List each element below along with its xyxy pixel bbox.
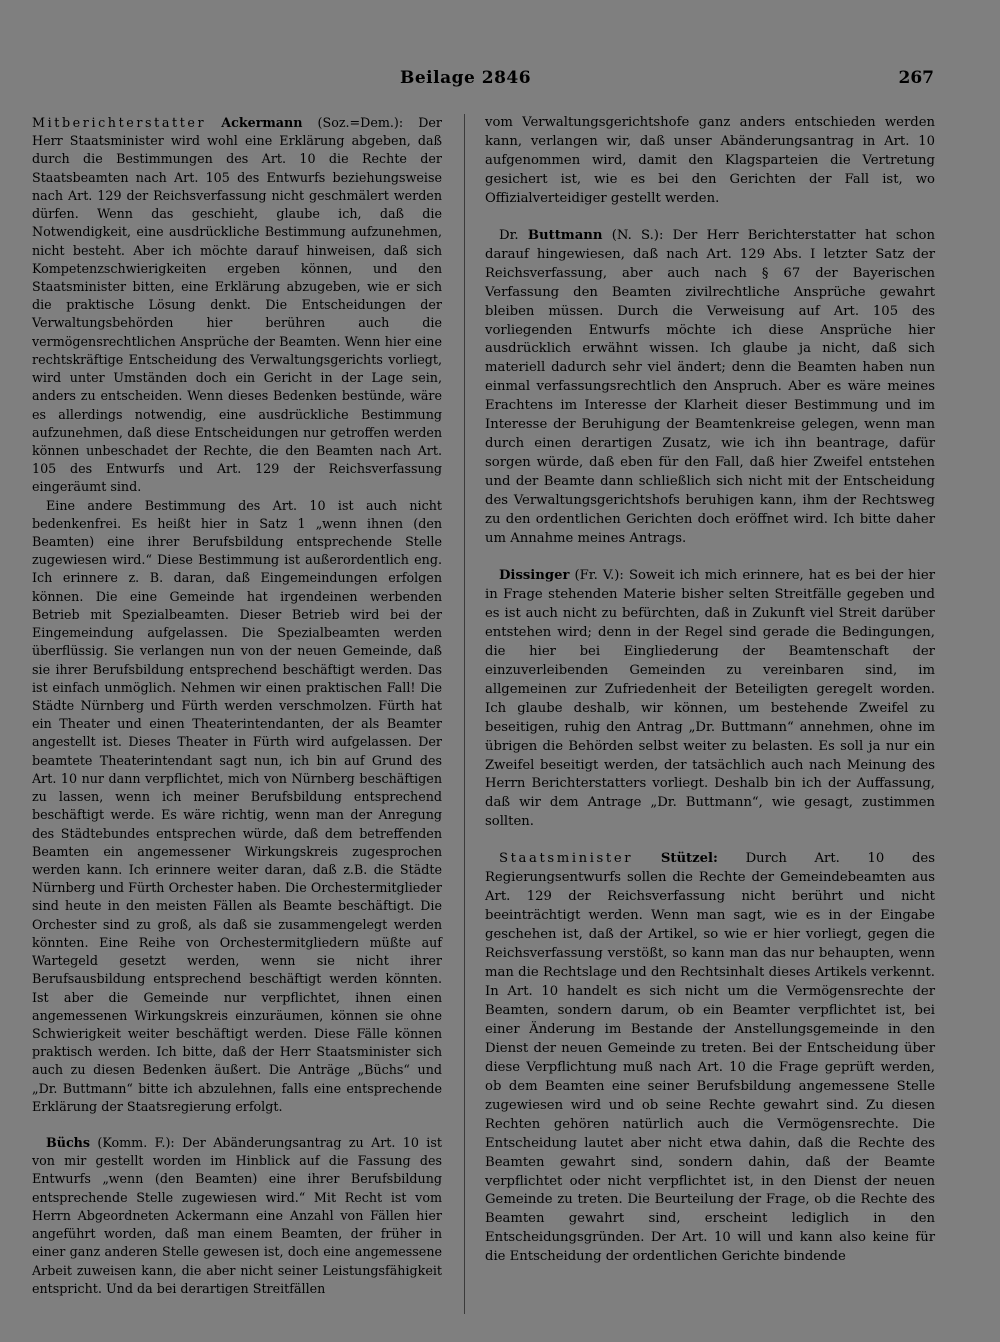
- paragraph-stuetzel: [485, 850, 935, 1267]
- speaker-prefix: Dr.: [499, 227, 519, 243]
- page-title: Beilage 2846: [400, 68, 532, 88]
- speaker-name: Büchs: [46, 1135, 91, 1151]
- speaker-party: (Soz.=Dem.):: [317, 115, 404, 130]
- paragraph-text: Eine andere Bestimmung des Art. 10 ist auch nicht bedenkenfrei. Es heißt hier in Satz 1 „wenn ihnen (den Beamten) eine ihrer Berufsbildung entsprechende Stelle zugewiesen wird.“ Diese Bestimmung ist außerordentlich eng. Ich erinnere z. B. daran, daß Eingemeindungen erfolgen können. Die eine Gemeinde hat irgendeinen werbenden Betrieb mit Spezialbeamten. Dieser Betrieb wird bei der Eingemeindung aufgelassen. Die Spezialbeamten werden überflüssig. Sie verlangen nun von der neuen Gemeinde, daß sie ihrer Berufsbildung entsprechend beschäftigt werden. Das ist einfach unmöglich. Nehmen wir einen praktischen Fall! Die Städte Nürnberg und Fürth werden verschmolzen. Fürth hat ein Theater und einen Theaterintendanten, der als Beamter angestellt ist. Dieses Theater in Fürth wird aufgelassen. Der beamtete Theaterintendant sagt nun, ich bin auf Grund des Art. 10 nur dann verpflichtet, mich von Nürnberg beschäftigen zu lassen, wenn ich meiner Berufsbildung entsprechend beschäftigt werde. Es wäre richtig, wenn man der Anregung des Städtebundes entsprechen würde, daß dem betreffenden Beamten ein angemessener Wirkungskreis zugesprochen werden kann. Ich erinnere weiter daran, daß z.B. die Städte Nürnberg und Fürth Orchester haben. Die Orchestermitglieder sind heute in den meisten Fällen als Beamte beschäftigt. Die Orchester sind zu groß, als daß sie zusammengelegt werden könnten. Eine Reihe von Orchestermitgliedern müßte auf Wartegeld gesetzt werden, wenn sie nicht ihrer Berufsausbildung entsprechend beschäftigt werden könnten. Ist aber die Gemeinde nur verpflichtet, ihnen einen angemessenen Wirkungskreis einzuräumen, können sie ohne Schwierigkeit weiter beschäftigt werden. Diese Fälle können praktisch werden. Ich bitte, daß der Herr Staatsminister sich auch zu diesen Bedenken äußert. Die Anträge „Büchs“ und „Dr. Buttmann“ bitte ich abzulehnen, falls eine entsprechende Erklärung der Staatsregierung erfolgt.: [32, 497, 442, 1114]
- speaker-role: Staatsminister: [499, 851, 634, 867]
- column-divider: [464, 114, 465, 1314]
- speaker-name: Buttmann: [527, 227, 603, 243]
- paragraph-text: Der Abänderungsantrag zu Art. 10 ist von mir gestellt worden im Hinblick auf die Fassung des Entwurfs „wenn (den Beamten) eine ihrer Berufsbildung entsprechende Stelle zugewiesen wird.“ Mit Recht ist vom Herrn Abgeordneten Ackermann eine Anzahl von Fällen hier angeführt worden, daß man einem Beamten, der früher in einer ganz anderen Stelle gewesen ist, doch eine angemessene Arbeit zuweisen kann, die aber nicht seiner Leistungsfähigkeit entspricht. Und da bei derartigen Streitfällen: [32, 1135, 442, 1296]
- paragraph-buttmann: [485, 227, 935, 549]
- paragraph-text: Der Herr Berichterstatter hat schon darauf hingewiesen, daß nach Art. 129 Abs. I letzter Satz der Reichsverfassung, aber auch nach § 67 der Bayerischen Verfassung den Beamten zivilrechtliche Ansprüche gewahrt bleiben müssen. Durch die Verweisung auf Art. 105 des vorliegenden Entwurfs möchte ich diese Ansprüche hier ausdrücklich erwähnt wissen. Ich glaube ja nicht, daß sich materiell dadurch sehr viel ändert; denn die Beamten haben nun einmal verfassungsrechtlich den Anspruch. Aber es wäre meines Erachtens im Interesse der Klarheit dieser Bestimmung und im Interesse der Beruhigung der Beamtenkreise gelegen, wenn man durch einen derartigen Zusatz, wie ich ihn beantrage, dafür sorgen würde, daß eben für den Fall, daß hier Zweifel entstehen und der Beamte dann schließlich sich nicht mit der Entscheidung des Verwaltungsgerichtshofs beruhigen kann, ihm der Rechtsweg zu den ordentlichen Gerichten doch eröffnet wird. Ich bitte daher um Annahme meines Antrags.: [485, 227, 935, 547]
- page-number: 267: [898, 68, 934, 88]
- speaker-name: Dissinger: [499, 567, 570, 583]
- paragraph-text: Durch Art. 10 des Regierungsentwurfs sollen die Rechte der Gemeindebeamten aus Art. 129 der Reichsverfassung nicht berührt und nicht beeinträchtigt werden. Wenn man sagt, wie es in der Eingabe geschehen ist, daß der Artikel, so wie er hier vorliegt, gegen die Reichsverfassung verstößt, so kann man das nur behaupten, wenn man die Rechtslage und den Rechtsinhalt dieses Artikels verkennt. In Art. 10 handelt es sich nicht um die Vermögensrechte der Beamten, sondern darum, ob ein Beamter verpflichtet ist, bei einer Änderung im Bestande der Anstellungsgemeinde in den Dienst der neuen Gemeinde zu treten. Bei der Entscheidung über diese Verpflichtung muß nach Art. 10 die Frage geprüft werden, ob dem Beamten eine seiner Berufsbildung angemessene Stelle zugewiesen wird und ob seine Rechte gewahrt sind. Zu diesen Rechten gehören natürlich auch die Vermögensrechte. Die Entscheidung lautet aber nicht etwa dahin, daß die Rechte des Beamten gewahrt sind, sondern dahin, daß der Beamte verpflichtet oder nicht verpflichtet ist, in den Dienst der neuen Gemeinde zu treten. Die Beurteilung der Frage, ob die Rechte des Beamten gewahrt sind, erscheint lediglich in den Entscheidungsgründen. Der Art. 10 will und kann also keine für die Entscheidung der ordentlichen Gerichte bindende: [485, 851, 935, 1265]
- speaker-name: Ackermann: [221, 115, 303, 130]
- paragraph-text: Der Herr Staatsminister wird wohl eine Erklärung abgeben, daß durch die Bestimmungen des Art. 10 die Rechte der Staatsbeamten nach Art. 105 des Entwurfs beziehungsweise nach Art. 129 der Reichsverfassung nicht geschmälert werden dürfen. Wenn das geschieht, glaube ich, daß die Notwendigkeit, eine ausdrückliche Bestimmung aufzunehmen, nicht besteht. Aber ich möchte darauf hinweisen, daß sich Kompetenzschwierigkeiten ergeben können, und den Staatsminister bitten, eine Erklärung abzugeben, wie er sich die praktische Lösung denkt. Die Entscheidungen der Verwaltungsbehörden hier berühren auch die vermögensrechtlichen Ansprüche der Beamten. Wenn hier eine rechtskräftige Entscheidung des Verwaltungsgerichts vorliegt, wird unter Umständen doch ein Gericht in der Lage sein, anders zu entscheiden. Wenn dieses Bedenken bestünde, wäre es allerdings notwendig, eine ausdrückliche Bestimmung aufzunehmen, daß diese Entscheidungen nur getroffen werden können unbeschadet der Rechte, die den Beamten nach Art. 105 des Entwurfs und Art. 129 der Reichsverfassung eingeräumt sind.: [32, 115, 442, 495]
- paragraph-ackermann: [32, 114, 442, 497]
- left-column: [32, 114, 442, 1298]
- paragraph-continued: [485, 114, 935, 209]
- speaker-party: (N. S.):: [611, 227, 664, 243]
- page-header: [0, 68, 1000, 94]
- paragraph-dissinger: [485, 567, 935, 832]
- paragraph-text: Soweit ich mich erinnere, hat es bei der hier in Frage stehenden Materie bisher selten Streitfälle gegeben und es ist auch nicht zu befürchten, daß in Zukunft viel Streit darüber entstehen wird; denn in der Regel sind gerade die Bedingungen, die hier bei Eingliederung der Beamtenschaft der einzuverleibenden Gemeinden zu vereinbaren sind, im allgemeinen zur Zufriedenheit der Beteiligten geregelt worden. Ich glaube deshalb, wir können, um bestehende Zweifel zu beseitigen, ruhig den Antrag „Dr. Buttmann“ annehmen, ohne im übrigen die Behörden selbst weiter zu belasten. Es soll ja nur ein Zweifel beseitigt werden, der tatsächlich auch nach Meinung des Herrn Berichterstatters vorliegt. Deshalb bin ich der Auffassung, daß wir dem Antrage „Dr. Buttmann“, wie gesagt, zustimmen sollten.: [485, 567, 936, 830]
- paragraph-continuation: [32, 497, 442, 1116]
- speaker-party: (Komm. F.):: [97, 1135, 175, 1151]
- speaker-party: (Fr. V.):: [574, 567, 624, 583]
- speaker-role: Mitberichterstatter: [32, 115, 207, 130]
- paragraph-text: vom Verwaltungsgerichtshofe ganz anders entschieden werden kann, verlangen wir, daß unser Abänderungsantrag in Art. 10 aufgenommen wird, damit den Klagsparteien die Vertretung gesichert ist, wie es bei den Gerichten der Fall ist, wo Offizialverteidiger gestellt werden.: [485, 115, 935, 206]
- paragraph-buechs: [32, 1134, 442, 1298]
- speaker-name: Stützel:: [660, 851, 718, 867]
- right-column: [485, 114, 935, 1267]
